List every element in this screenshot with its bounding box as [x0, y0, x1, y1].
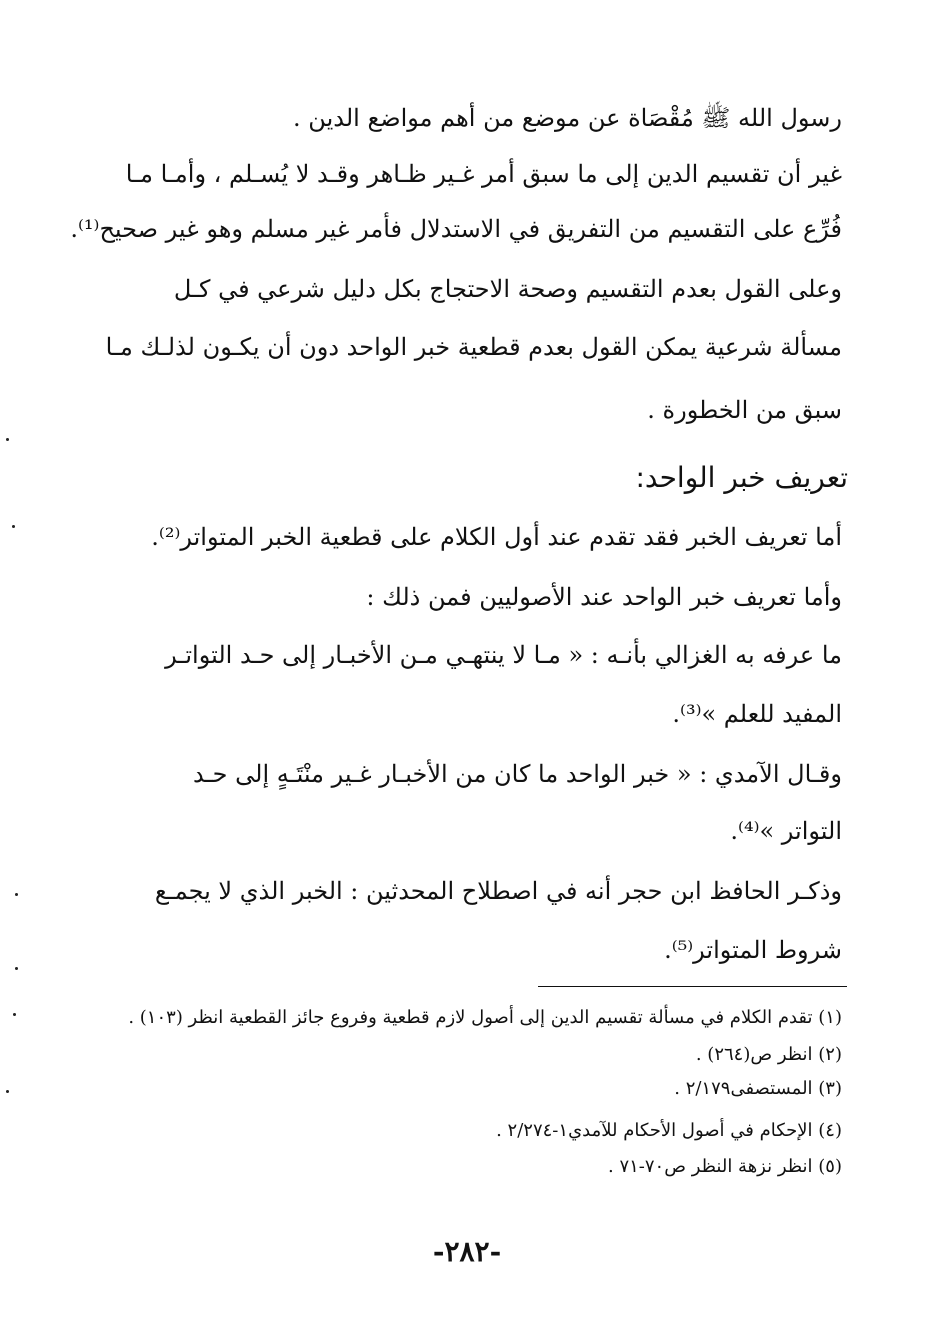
scan-speck	[6, 1090, 9, 1093]
body-line-1: رسول الله ﷺ مُقْصَاة عن موضع من أهم مواضع الدين .	[293, 104, 842, 132]
page-number: -٢٨٢-	[432, 1235, 502, 1268]
definition-line-8: شروط المتواتر⁽⁵⁾.	[664, 936, 842, 964]
footnote-5: (٥) انظر نزهة النظر ص٧٠-٧١ .	[607, 1156, 842, 1177]
body-line-3: فُرِّع على التقسيم من التفريق في الاستدلال فأمر غير مسلم وهو غير صحيح⁽¹⁾.	[70, 215, 842, 243]
footnote-2: (٢) انظر ص(٢٦٤) .	[695, 1044, 842, 1065]
body-line-6: سبق من الخطورة .	[647, 396, 842, 424]
body-line-5: مسألة شرعية يمكن القول بعدم قطعية خبر الواحد دون أن يكـون لذلـك مـا	[105, 333, 842, 361]
scan-speck	[15, 893, 18, 896]
scan-speck	[13, 1013, 16, 1016]
scan-speck	[15, 967, 18, 970]
section-heading: تعريف خبر الواحد:	[635, 461, 848, 494]
footnote-1: (١) تقدم الكلام في مسألة تقسيم الدين إلى أصول لازم قطعية وفروع جائز القطعية انظر (١٠٣) .	[128, 1007, 842, 1028]
definition-line-7: وذكـر الحافظ ابن حجر أنه في اصطلاح المحدثين : الخبر الذي لا يجمـع	[154, 877, 842, 905]
footnote-divider	[538, 986, 847, 987]
definition-line-3: ما عرفه به الغزالي بأنـه : « مـا لا ينتهـي مـن الأخبـار إلى حـد التواتـر	[165, 641, 842, 669]
body-line-4: وعلى القول بعدم التقسيم وصحة الاحتجاج بكل دليل شرعي في كـل	[173, 275, 842, 303]
scan-speck	[12, 525, 15, 528]
definition-line-2: وأما تعريف خبر الواحد عند الأصوليين فمن ذلك :	[366, 583, 842, 611]
definition-line-6: التواتر »⁽⁴⁾.	[730, 817, 842, 845]
definition-line-4: المفيد للعلم »⁽³⁾.	[672, 700, 842, 728]
definition-line-1: أما تعريف الخبر فقد تقدم عند أول الكلام على قطعية الخبر المتواتر⁽²⁾.	[151, 523, 842, 551]
footnote-3: (٣) المستصفى٢/١٧٩ .	[674, 1078, 842, 1099]
definition-line-5: وقـال الآمدي : « خبر الواحد ما كان من الأخبـار غـير منْتَـهٍ إلى حـد	[193, 760, 842, 788]
body-line-2: غير أن تقسيم الدين إلى ما سبق أمر غـير ظـاهر وقـد لا يُسـلم ، وأمـا مـا	[125, 160, 842, 188]
footnote-4: (٤) الإحكام في أصول الأحكام للآمدي١-٢/٢٧٤ .	[496, 1120, 842, 1141]
scan-speck	[6, 438, 9, 441]
